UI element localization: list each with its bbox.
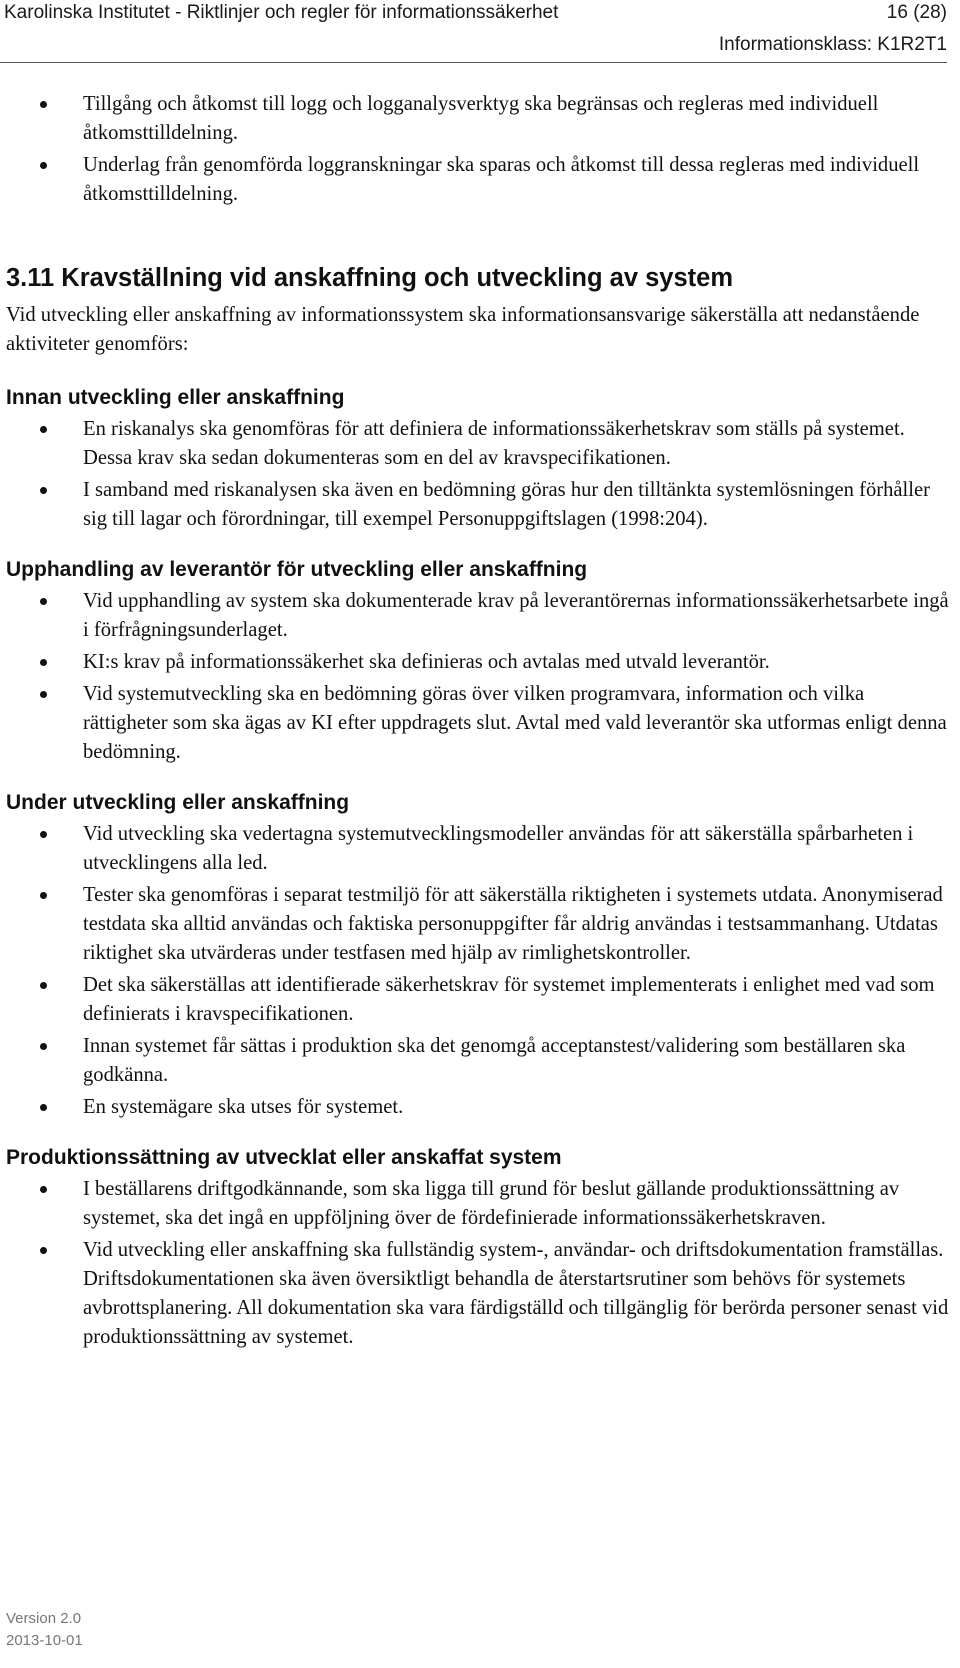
list-item: I beställarens driftgodkännande, som ska ligga till grund för beslut gällande produktionssättning av systemet, ska det ingå en uppföljning över de fördefinierade informationssäkerhetskraven. bbox=[0, 1175, 950, 1233]
bullet-icon bbox=[40, 1043, 47, 1050]
bullet-icon bbox=[40, 487, 47, 494]
list-item: Underlag från genomförda loggranskningar ska sparas och åtkomst till dessa regleras med individuell åtkomsttilldelning. bbox=[0, 151, 950, 209]
list-item: Vid systemutveckling ska en bedömning göras över vilken programvara, information och vilka rättigheter som ska ägas av KI efter uppdragets slut. Avtal med vald leverantör ska utformas enligt denna bedömning. bbox=[0, 680, 950, 767]
document-title: Karolinska Institutet - Riktlinjer och regler för informationssäkerhet bbox=[4, 2, 559, 23]
bullet-icon bbox=[40, 691, 47, 698]
list-item: I samband med riskanalysen ska även en bedömning göras hur den tilltänkta systemlösningen förhåller sig till lagar och förordningar, till exempel Personuppgiftslagen (1998:204). bbox=[0, 476, 950, 534]
list-item: KI:s krav på informationssäkerhet ska definieras och avtalas med utvald leverantör. bbox=[0, 648, 950, 677]
subheading-before-development: Innan utveckling eller anskaffning bbox=[6, 386, 345, 409]
bullet-icon bbox=[40, 892, 47, 899]
subheading-procurement: Upphandling av leverantör för utveckling eller anskaffning bbox=[6, 558, 588, 581]
list-item: En riskanalys ska genomföras för att definiera de informationssäkerhetskrav som ställs på systemet. Dessa krav ska sedan dokumenteras som en del av kravspecifikationen. bbox=[0, 415, 950, 473]
list-item: Vid upphandling av system ska dokumenterade krav på leverantörernas informationssäkerhetsarbete ingå i förfrågningsunderlaget. bbox=[0, 587, 950, 645]
bullet-list-procurement bbox=[0, 587, 950, 767]
bullet-icon bbox=[40, 1104, 47, 1111]
bullet-icon bbox=[40, 598, 47, 605]
list-item: Tillgång och åtkomst till logg och logganalysverktyg ska begränsas och regleras med individuell åtkomsttilldelning. bbox=[0, 90, 950, 148]
bullet-icon bbox=[40, 101, 47, 108]
page-header bbox=[0, 0, 947, 64]
bullet-list-production bbox=[0, 1175, 950, 1352]
bullet-icon bbox=[40, 426, 47, 433]
list-item: Innan systemet får sättas i produktion ska det genomgå acceptanstest/validering som beställaren ska godkänna. bbox=[0, 1032, 950, 1090]
intro-bullet-list bbox=[0, 90, 950, 209]
subheading-production: Produktionssättning av utvecklat eller anskaffat system bbox=[6, 1146, 562, 1169]
bullet-list-before-development bbox=[0, 415, 950, 534]
version-label: Version 2.0 bbox=[6, 1610, 82, 1627]
document-body bbox=[0, 90, 950, 1355]
section-heading: 3.11 Kravställning vid anskaffning och utveckling av system bbox=[6, 264, 734, 292]
bullet-icon bbox=[40, 982, 47, 989]
bullet-icon bbox=[40, 162, 47, 169]
bullet-list-during-development bbox=[0, 820, 950, 1122]
bullet-icon bbox=[40, 1247, 47, 1254]
date-label: 2013-10-01 bbox=[6, 1632, 83, 1649]
list-item: Vid utveckling eller anskaffning ska fullständig system-, användar- och driftsdokumentation framställas. Driftsdokumentationen ska även översiktligt behandla de återstartsrutiner som behövs för systemets avbrottsplanering. All dokumentation ska vara färdigställd och tillgänglig för berörda personer senast vid produktionssättning av systemet. bbox=[0, 1236, 950, 1352]
section-intro: Vid utveckling eller anskaffning av informationssystem ska informationsansvarige säkerställa att nedanstående aktiviteter genomförs: bbox=[6, 304, 920, 355]
bullet-icon bbox=[40, 659, 47, 666]
subheading-during-development: Under utveckling eller anskaffning bbox=[6, 791, 350, 814]
list-item: Tester ska genomföras i separat testmiljö för att säkerställa riktigheten i systemets utdata. Anonymiserad testdata ska alltid användas och faktiska personuppgifter får aldrig användas i testsammanhang. Utdatas riktighet ska utvärderas under testfasen med hjälp av rimlighetskontroller. bbox=[0, 881, 950, 968]
bullet-icon bbox=[40, 831, 47, 838]
list-item: Vid utveckling ska vedertagna systemutvecklingsmodeller användas för att säkerställa spårbarheten i utvecklingens alla led. bbox=[0, 820, 950, 878]
bullet-icon bbox=[40, 1186, 47, 1193]
list-item: Det ska säkerställas att identifierade säkerhetskrav för systemet implementerats i enlighet med vad som definierats i kravspecifikationen. bbox=[0, 971, 950, 1029]
header-divider bbox=[0, 62, 947, 63]
list-item: En systemägare ska utses för systemet. bbox=[0, 1093, 950, 1122]
page-footer bbox=[6, 1608, 83, 1652]
classification-label: Informationsklass: K1R2T1 bbox=[718, 34, 947, 55]
page-number: 16 (28) bbox=[886, 2, 947, 23]
